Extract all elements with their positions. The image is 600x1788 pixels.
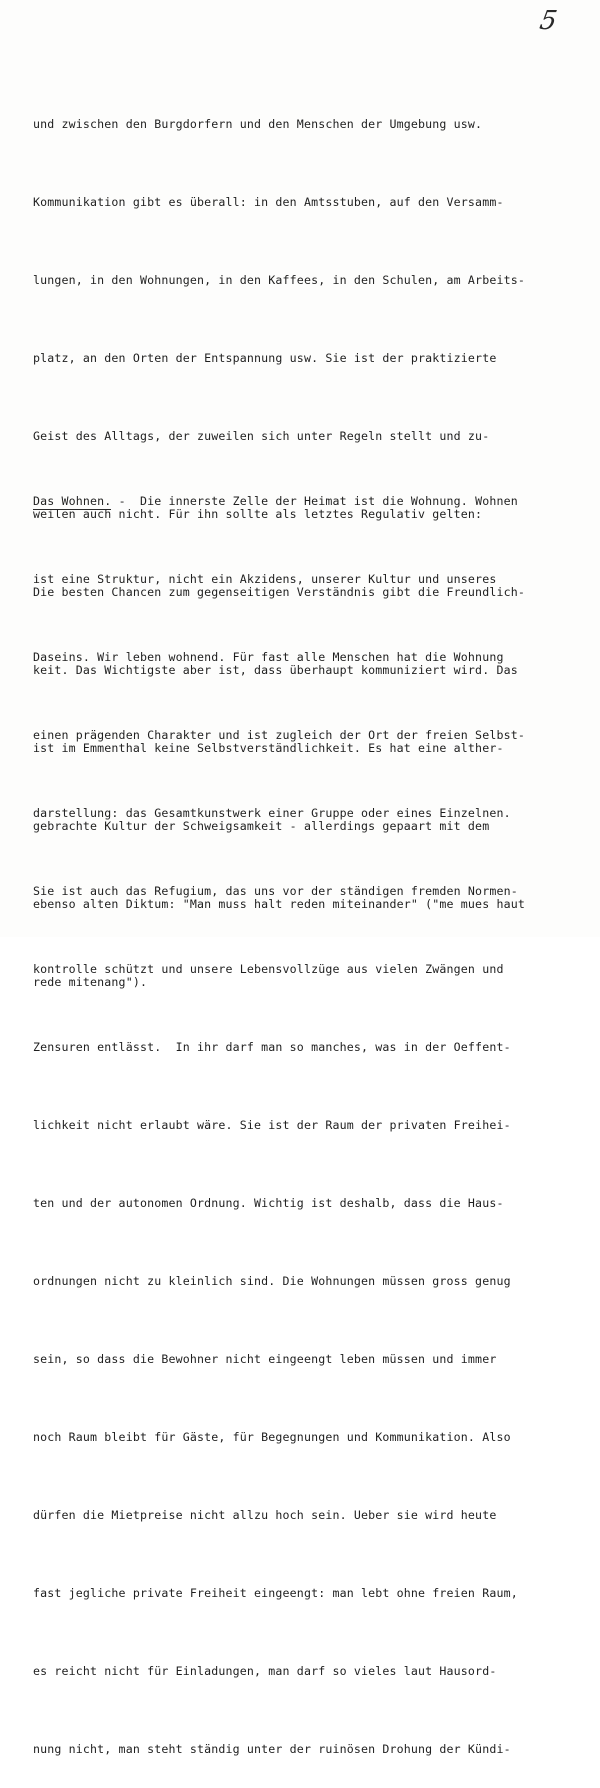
text-line: keit. Das Wichtigste aber ist, dass überhaupt kommuniziert wird. Das: [33, 663, 518, 677]
text-line: nung nicht, man steht ständig unter der ruinösen Drohung der Kündi-: [33, 1742, 511, 1756]
text-line: ordnungen nicht zu kleinlich sind. Die Wohnungen müssen gross genug: [33, 1274, 511, 1288]
text-line: weilen auch nicht. Für ihn sollte als letztes Regulativ gelten:: [33, 507, 483, 521]
text-line: Die besten Chancen zum gegenseitigen Verständnis gibt die Freundlich-: [33, 585, 525, 599]
text-line: platz, an den Orten der Entspannung usw. Sie ist der praktizierte: [33, 351, 497, 365]
section-heading: Das Wohnen.: [33, 494, 112, 508]
text-line: ten und der autonomen Ordnung. Wichtig ist deshalb, dass die Haus-: [33, 1196, 504, 1210]
page-number: 5: [537, 6, 560, 36]
text-line: fast jegliche private Freiheit eingeengt: man lebt ohne freien Raum,: [33, 1586, 518, 1600]
text-line: rede mitenang").: [33, 975, 148, 989]
text-line: dürfen die Mietpreise nicht allzu hoch sein. Ueber sie wird heute: [33, 1508, 497, 1522]
text-line: ist eine Struktur, nicht ein Akzidens, unserer Kultur und unseres: [33, 572, 497, 586]
text-line-first: [33, 488, 525, 514]
text-line: kontrolle schützt und unsere Lebensvollzüge aus vielen Zwängen und: [33, 962, 504, 976]
paragraph-housing: [33, 436, 525, 1788]
text-line: darstellung: das Gesamtkunstwerk einer Gruppe oder eines Einzelnen.: [33, 806, 511, 820]
text-line: lichkeit nicht erlaubt wäre. Sie ist der Raum der privaten Freihei-: [33, 1118, 511, 1132]
text-line: ist im Emmenthal keine Selbstverständlichkeit. Es hat eine alther-: [33, 741, 504, 755]
text-line: ebenso alten Diktum: "Man muss halt reden miteinander" ("me mues haut: [33, 897, 525, 911]
text-line: Geist des Alltags, der zuweilen sich unter Regeln stellt und zu-: [33, 429, 490, 443]
text-line: Zensuren entlässt. In ihr darf man so manches, was in der Oeffent-: [33, 1040, 511, 1054]
text-line: Daseins. Wir leben wohnend. Für fast alle Menschen hat die Wohnung: [33, 650, 504, 664]
text-line: gebrachte Kultur der Schweigsamkeit - allerdings gepaart mit dem: [33, 819, 490, 833]
text-line: es reicht nicht für Einladungen, man darf so vieles laut Hausord-: [33, 1664, 497, 1678]
text-line: noch Raum bleibt für Gäste, für Begegnungen und Kommunikation. Also: [33, 1430, 511, 1444]
text-line: Sie ist auch das Refugium, das uns vor der ständigen fremden Normen-: [33, 884, 518, 898]
text-line: sein, so dass die Bewohner nicht eingeengt leben müssen und immer: [33, 1352, 497, 1366]
text-line: und zwischen den Burgdorfern und den Menschen der Umgebung usw.: [33, 117, 483, 131]
text-line: Kommunikation gibt es überall: in den Amtsstuben, auf den Versamm-: [33, 195, 504, 209]
text-line-rest: - Die innerste Zelle der Heimat ist die Wohnung. Wohnen: [111, 494, 518, 508]
text-line: lungen, in den Wohnungen, in den Kaffees, in den Schulen, am Arbeits-: [33, 273, 525, 287]
text-line: einen prägenden Charakter und ist zugleich der Ort der freien Selbst-: [33, 728, 525, 742]
